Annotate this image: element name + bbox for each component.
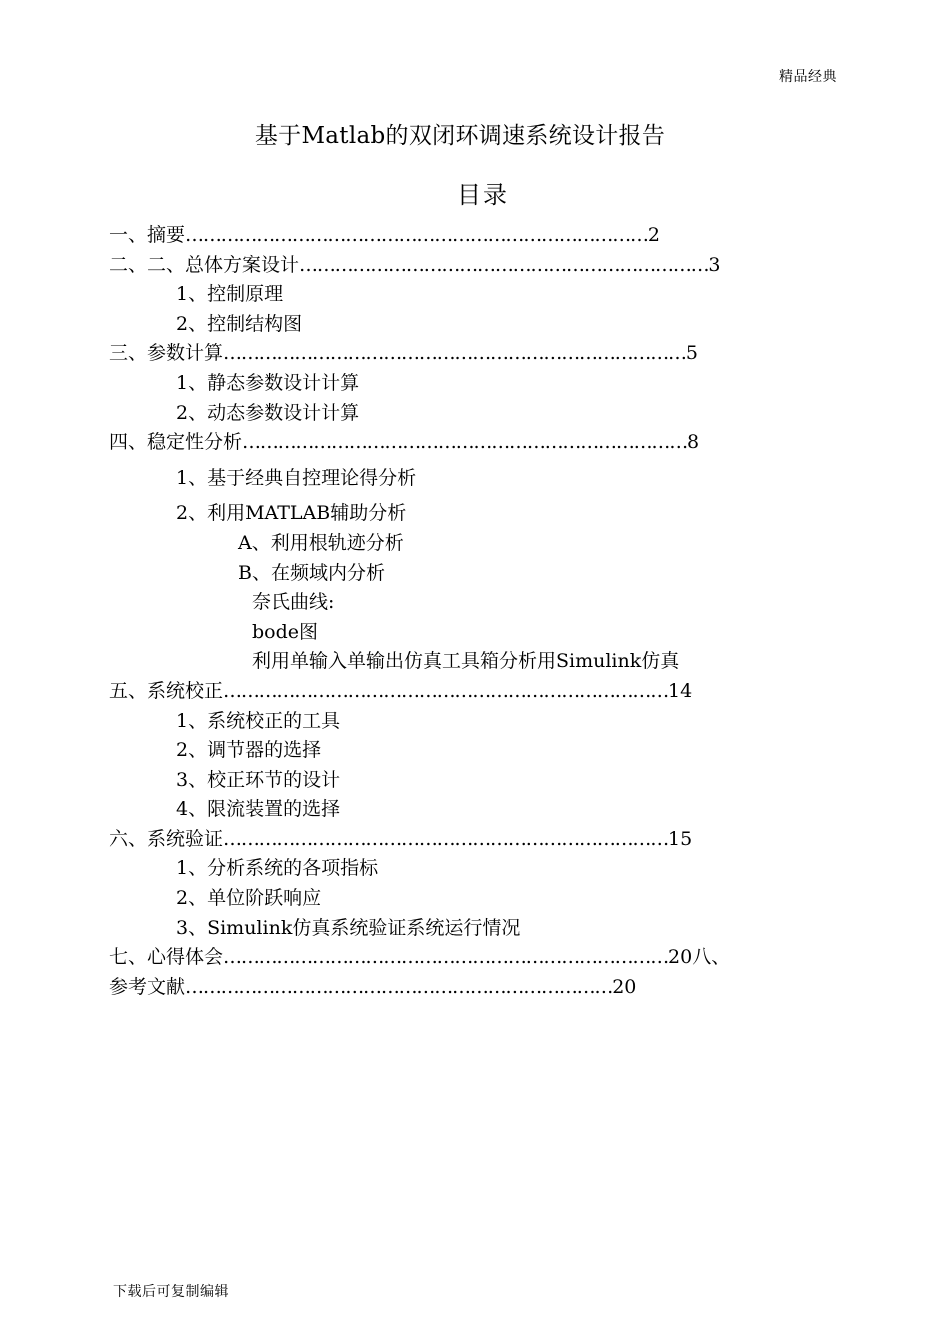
toc-subentry[interactable] xyxy=(109,795,854,825)
toc-heading: 目录 xyxy=(457,181,509,209)
toc-entry-label: 1、基于经典自控理论得分析 xyxy=(176,466,417,489)
toc-subentry[interactable] xyxy=(109,914,854,944)
toc-entry-system-verification[interactable] xyxy=(109,825,854,855)
toc-entry-page: 14 xyxy=(668,679,693,702)
toc-entry-label: 1、静态参数设计计算 xyxy=(176,371,360,394)
toc-leader-dots: ………………………………………………………………… xyxy=(242,431,688,454)
toc-subsubentry[interactable] xyxy=(109,559,854,589)
toc-entry-label: 4、限流装置的选择 xyxy=(176,798,341,821)
toc-leader-dots: …………………………………………………………………… xyxy=(223,342,686,365)
toc-entry-abstract[interactable] xyxy=(109,221,854,251)
table-of-contents xyxy=(109,221,854,1002)
toc-entry-page: 3 xyxy=(708,253,721,276)
toc-entry-page: 20 xyxy=(612,975,637,998)
toc-entry-page: 15 xyxy=(668,827,693,850)
toc-entry-label: 1、系统校正的工具 xyxy=(176,709,341,732)
toc-leader-dots: ……………………………………………………………… xyxy=(185,975,613,998)
toc-entry-overall-design[interactable] xyxy=(109,251,854,281)
toc-entry-label: 2、利用MATLAB辅助分析 xyxy=(176,502,407,525)
toc-entry-label: 六、系统验证 xyxy=(109,827,224,850)
toc-entry-label: 参考文献 xyxy=(109,975,186,998)
toc-entry-label: 四、稳定性分析 xyxy=(109,431,243,454)
toc-leader-dots: …………………………………………………………………… xyxy=(185,224,648,246)
toc-entry-continuation: 八、 xyxy=(692,946,731,969)
toc-leader-dots: ………………………………………………………………… xyxy=(223,679,669,702)
toc-subentry[interactable] xyxy=(109,464,854,494)
toc-subentry[interactable] xyxy=(109,369,854,399)
toc-subentry[interactable] xyxy=(109,884,854,914)
toc-subsubentry[interactable] xyxy=(109,588,854,618)
toc-entry-label: 1、分析系统的各项指标 xyxy=(176,857,379,880)
toc-entry-label: 一、摘要 xyxy=(109,224,186,246)
toc-subentry[interactable] xyxy=(109,854,854,884)
toc-entry-page: 5 xyxy=(685,342,698,365)
toc-subsubentry[interactable] xyxy=(109,618,854,648)
footer-label: 下载后可复制编辑 xyxy=(113,1284,229,1300)
toc-subentry[interactable] xyxy=(109,310,854,340)
toc-entry-label: bode图 xyxy=(252,620,319,643)
toc-entry-label: 七、心得体会 xyxy=(109,946,224,969)
toc-leader-dots: ………………………………………………………………… xyxy=(223,827,669,850)
toc-entry-label: 2、动态参数设计计算 xyxy=(176,401,360,424)
toc-entry-page: 8 xyxy=(687,431,700,454)
toc-entry-system-correction[interactable] xyxy=(109,677,854,707)
toc-subentry[interactable] xyxy=(109,399,854,429)
toc-leader-dots: ………………………………………………………………… xyxy=(223,946,669,969)
toc-entry-label: 五、系统校正 xyxy=(109,679,224,702)
toc-entry-page: 2 xyxy=(647,224,660,246)
toc-subsubentry[interactable] xyxy=(109,529,854,559)
toc-entry-reflections[interactable] xyxy=(109,943,854,973)
toc-entry-label: B、在频域内分析 xyxy=(238,561,385,584)
header-label: 精品经典 xyxy=(779,69,837,85)
toc-entry-page: 20 xyxy=(668,946,693,969)
toc-entry-label: 奈氏曲线: xyxy=(252,591,335,614)
toc-entry-label: 2、单位阶跃响应 xyxy=(176,887,322,910)
toc-leader-dots: …………………………………………………………… xyxy=(299,253,709,276)
toc-entry-label: 2、调节器的选择 xyxy=(176,739,322,762)
toc-entry-parameter-calculation[interactable] xyxy=(109,339,854,369)
toc-entry-label: 2、控制结构图 xyxy=(176,312,303,335)
toc-subentry[interactable] xyxy=(109,280,854,310)
toc-subentry[interactable] xyxy=(109,707,854,737)
toc-entry-label: A、利用根轨迹分析 xyxy=(238,531,404,554)
toc-subentry[interactable] xyxy=(109,736,854,766)
toc-entry-references[interactable] xyxy=(109,973,854,1003)
toc-subentry[interactable] xyxy=(109,499,854,529)
toc-entry-label: 3、校正环节的设计 xyxy=(176,768,341,791)
toc-subsubentry[interactable] xyxy=(109,647,854,677)
toc-subentry[interactable] xyxy=(109,766,854,796)
toc-entry-label: 3、Simulink仿真系统验证系统运行情况 xyxy=(176,916,521,939)
toc-entry-label: 二、二、总体方案设计 xyxy=(109,253,300,276)
toc-entry-stability-analysis[interactable] xyxy=(109,428,854,458)
toc-entry-label: 利用单输入单输出仿真工具箱分析用Simulink仿真 xyxy=(252,650,680,673)
toc-entry-label: 三、参数计算 xyxy=(109,342,224,365)
document-title: 基于Matlab的双闭环调速系统设计报告 xyxy=(254,123,666,149)
toc-entry-label: 1、控制原理 xyxy=(176,283,284,306)
